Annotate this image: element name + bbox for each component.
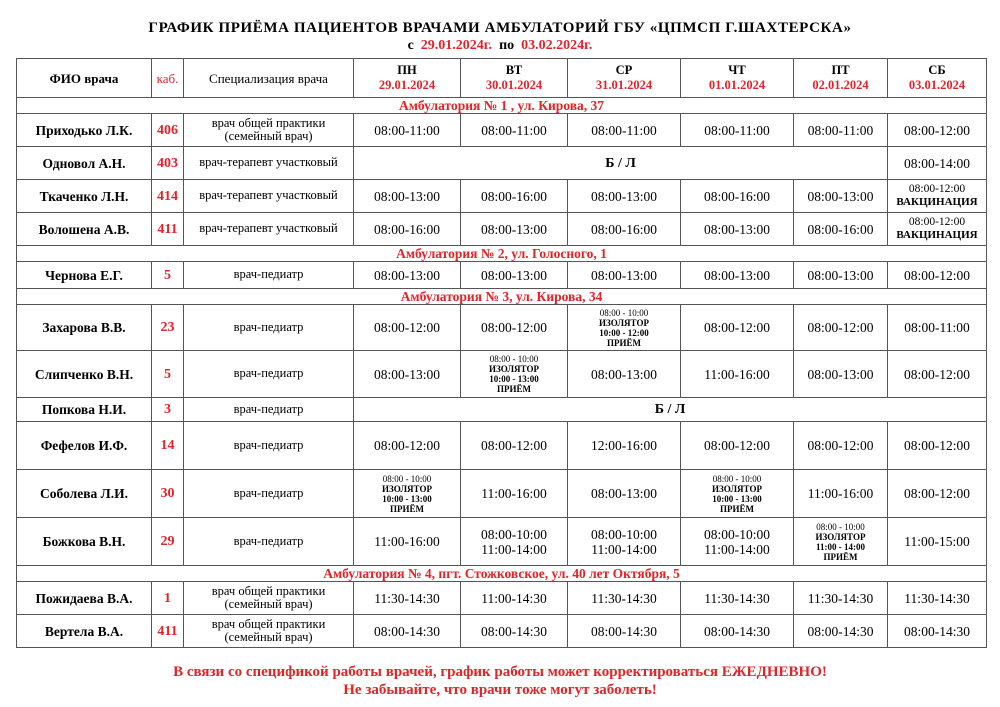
isolator-cell	[354, 470, 461, 518]
section-title: Амбулатория № 2, ул. Голосного, 1	[17, 246, 987, 262]
schedule-cell: 11:30-14:30	[794, 582, 888, 615]
schedule-cell: 11:30-14:30	[681, 582, 794, 615]
table-row	[17, 398, 987, 422]
schedule-cell: 08:00-14:30	[461, 615, 568, 648]
section-title: Амбулатория № 3, ул. Кирова, 34	[17, 289, 987, 305]
cabinet-number: 30	[152, 470, 184, 518]
schedule-cell: 08:00-16:00	[794, 213, 888, 246]
schedule-cell: 08:00-14:00	[888, 147, 987, 180]
header-row	[17, 59, 987, 98]
day-name: СР	[615, 63, 633, 77]
cabinet-number: 5	[152, 351, 184, 398]
isolator-time: 08:00 - 10:00	[382, 473, 432, 484]
schedule-cell: 08:00-12:00	[888, 114, 987, 147]
doctor-name: Фефелов И.Ф.	[17, 422, 152, 470]
vaccination-cell	[888, 180, 987, 213]
isolator-time: 08:00 - 10:00	[816, 521, 865, 532]
schedule-cell: 08:00-13:00	[568, 351, 681, 398]
schedule-cell: 11:00-16:00	[354, 518, 461, 566]
doctor-name: Волошена А.В.	[17, 213, 152, 246]
table-row	[17, 422, 987, 470]
time-slot: 11:00-14:00	[591, 541, 657, 557]
table-row	[17, 180, 987, 213]
schedule-cell: 08:00-13:00	[568, 180, 681, 213]
vaccination-label: ВАКЦИНАЦИЯ	[896, 196, 978, 208]
section-title: Амбулатория № 4, пгт. Стожковское, ул. 40 лет Октября, 5	[17, 566, 987, 582]
schedule-cell: 12:00-16:00	[568, 422, 681, 470]
isolator-cell	[568, 305, 681, 351]
specialization: врач-терапевт участковый	[184, 180, 354, 213]
schedule-cell: 08:00-11:00	[681, 114, 794, 147]
day-name: СБ	[928, 63, 946, 77]
cabinet-number: 23	[152, 305, 184, 351]
table-row	[17, 470, 987, 518]
period-to-label: по	[499, 38, 515, 53]
cabinet-number: 5	[152, 262, 184, 289]
doctor-name: Соболева Л.И.	[17, 470, 152, 518]
period-to-date: 03.02.2024г.	[521, 38, 593, 53]
reception-time: 11:00 - 14:00	[816, 541, 865, 552]
sick-leave-cell: Б / Л	[354, 398, 987, 422]
day-name: ВТ	[505, 63, 523, 77]
col-header-wed	[568, 59, 681, 98]
doctor-name: Ткаченко Л.Н.	[17, 180, 152, 213]
section-title: Амбулатория № 1 , ул. Кирова, 37	[17, 98, 987, 114]
doctor-name: Чернова Е.Г.	[17, 262, 152, 289]
col-header-thu	[681, 59, 794, 98]
day-date: 31.01.2024	[595, 78, 653, 92]
schedule-cell: 08:00-13:00	[794, 351, 888, 398]
reception-label: ПРИЁМ	[720, 503, 754, 514]
col-header-fio: ФИО врача	[17, 59, 152, 98]
schedule-cell: 08:00-13:00	[461, 262, 568, 289]
schedule-cell: 11:30-14:30	[888, 582, 987, 615]
period-from-date: 29.01.2024г.	[420, 38, 493, 53]
table-row	[17, 114, 987, 147]
cabinet-number: 29	[152, 518, 184, 566]
schedule-cell: 08:00-11:00	[888, 305, 987, 351]
doctor-name: Пожидаева В.А.	[17, 582, 152, 615]
doctor-name: Слипченко В.Н.	[17, 351, 152, 398]
schedule-cell: 11:00-15:00	[888, 518, 987, 566]
schedule-cell: 08:00-12:00	[794, 305, 888, 351]
schedule-cell: 08:00-12:00	[794, 422, 888, 470]
schedule-cell: 08:00-11:00	[568, 114, 681, 147]
reception-label: ПРИЁМ	[497, 384, 531, 394]
section-row	[17, 566, 987, 582]
day-date: 02.01.2024	[812, 78, 869, 92]
schedule-cell: 11:30-14:30	[568, 582, 681, 615]
schedule-cell: 11:00-16:00	[681, 351, 794, 398]
schedule-cell: 08:00-12:00	[888, 262, 987, 289]
day-date: 01.01.2024	[708, 78, 766, 92]
schedule-cell-split	[681, 518, 794, 566]
schedule-cell: 08:00-13:00	[354, 351, 461, 398]
schedule-cell: 08:00-12:00	[461, 422, 568, 470]
col-header-fri	[794, 59, 888, 98]
schedule-cell: 11:00-16:00	[794, 470, 888, 518]
time-slot: 08:00-10:00	[481, 526, 547, 542]
schedule-table	[16, 58, 987, 648]
isolator-time: 08:00 - 10:00	[599, 307, 649, 318]
schedule-cell: 08:00-12:00	[354, 305, 461, 351]
cabinet-number: 411	[152, 615, 184, 648]
specialization: врач общей практики (семейный врач)	[184, 615, 354, 648]
col-header-tue	[461, 59, 568, 98]
col-header-mon	[354, 59, 461, 98]
schedule-cell-split	[568, 518, 681, 566]
vaccination-time: 08:00-12:00	[908, 216, 966, 228]
specialization: врач-педиатр	[184, 351, 354, 398]
table-row	[17, 305, 987, 351]
table-row	[17, 262, 987, 289]
vaccination-time: 08:00-12:00	[908, 183, 966, 195]
notice-line-1: В связи со спецификой работы врачей, график работы может корректироваться ЕЖЕДНЕВНО!	[173, 664, 827, 680]
schedule-cell: 08:00-11:00	[354, 114, 461, 147]
specialization: врач-педиатр	[184, 305, 354, 351]
vaccination-label: ВАКЦИНАЦИЯ	[896, 229, 978, 241]
isolator-cell	[794, 518, 888, 566]
specialization: врач-педиатр	[184, 398, 354, 422]
schedule-cell: 08:00-14:30	[681, 615, 794, 648]
doctor-name: Приходько Л.К.	[17, 114, 152, 147]
schedule-cell-split	[461, 518, 568, 566]
schedule-cell: 08:00-12:00	[354, 422, 461, 470]
cabinet-number: 403	[152, 147, 184, 180]
notice-line-2: Не забывайте, что врачи тоже могут заболеть!	[343, 682, 657, 698]
time-slot: 08:00-10:00	[591, 526, 657, 542]
cabinet-number: 1	[152, 582, 184, 615]
schedule-cell: 11:00-16:00	[461, 470, 568, 518]
schedule-cell: 08:00-13:00	[794, 180, 888, 213]
reception-time: 10:00 - 13:00	[489, 374, 539, 384]
schedule-cell: 08:00-12:00	[888, 470, 987, 518]
cabinet-number: 406	[152, 114, 184, 147]
cabinet-number: 414	[152, 180, 184, 213]
schedule-cell: 08:00-13:00	[354, 262, 461, 289]
schedule-cell: 08:00-12:00	[461, 305, 568, 351]
doctor-name: Захарова В.В.	[17, 305, 152, 351]
schedule-cell: 11:00-14:30	[461, 582, 568, 615]
day-date: 03.01.2024	[908, 78, 966, 92]
schedule-cell: 08:00-13:00	[681, 213, 794, 246]
isolator-label: ИЗОЛЯТОР	[382, 483, 432, 494]
doctor-name: Одновол А.Н.	[17, 147, 152, 180]
doctor-name: Попкова Н.И.	[17, 398, 152, 422]
schedule-cell: 08:00-12:00	[681, 422, 794, 470]
reception-time: 10:00 - 13:00	[712, 493, 762, 504]
period-subtitle	[0, 38, 1000, 54]
day-date: 29.01.2024	[378, 78, 436, 92]
reception-time: 10:00 - 12:00	[599, 327, 649, 338]
specialization: врач общей практики (семейный врач)	[184, 114, 354, 147]
schedule-cell: 08:00-11:00	[794, 114, 888, 147]
schedule-cell: 08:00-16:00	[461, 180, 568, 213]
isolator-time: 08:00 - 10:00	[489, 354, 539, 364]
period-from-label: с	[407, 38, 414, 53]
cabinet-number: 14	[152, 422, 184, 470]
specialization: врач-педиатр	[184, 518, 354, 566]
col-header-kab: каб.	[152, 59, 184, 98]
page-title: ГРАФИК ПРИЁМА ПАЦИЕНТОВ ВРАЧАМИ АМБУЛАТОРИЙ ГБУ «ЦПМСП Г.ШАХТЕРСКА»	[148, 20, 852, 36]
day-name: ПТ	[831, 63, 850, 77]
isolator-cell	[681, 470, 794, 518]
schedule-cell: 08:00-16:00	[354, 213, 461, 246]
schedule-cell: 08:00-16:00	[568, 213, 681, 246]
section-row	[17, 289, 987, 305]
schedule-cell: 08:00-16:00	[681, 180, 794, 213]
section-row	[17, 98, 987, 114]
specialization: врач-терапевт участковый	[184, 213, 354, 246]
cabinet-number: 411	[152, 213, 184, 246]
schedule-cell: 08:00-12:00	[681, 305, 794, 351]
schedule-cell: 08:00-14:30	[794, 615, 888, 648]
isolator-time: 08:00 - 10:00	[712, 473, 762, 484]
col-header-sat	[888, 59, 987, 98]
time-slot: 11:00-14:00	[481, 541, 547, 557]
doctor-name: Вертела В.А.	[17, 615, 152, 648]
isolator-label: ИЗОЛЯТОР	[489, 364, 539, 374]
schedule-cell: 08:00-13:00	[794, 262, 888, 289]
reception-label: ПРИЁМ	[607, 337, 641, 348]
specialization: врач-терапевт участковый	[184, 147, 354, 180]
time-slot: 08:00-10:00	[704, 526, 770, 542]
day-name: ЧТ	[728, 63, 746, 77]
schedule-cell: 08:00-12:00	[888, 351, 987, 398]
doctor-name: Божкова В.Н.	[17, 518, 152, 566]
time-slot: 11:00-14:00	[704, 541, 770, 557]
specialization: врач-педиатр	[184, 470, 354, 518]
day-date: 30.01.2024	[485, 78, 543, 92]
table-row	[17, 213, 987, 246]
table-row	[17, 582, 987, 615]
vaccination-cell	[888, 213, 987, 246]
table-row	[17, 351, 987, 398]
reception-label: ПРИЁМ	[823, 551, 858, 562]
isolator-label: ИЗОЛЯТОР	[599, 317, 649, 328]
isolator-cell	[461, 351, 568, 398]
table-row	[17, 147, 987, 180]
section-row	[17, 246, 987, 262]
cabinet-number: 3	[152, 398, 184, 422]
table-row	[17, 615, 987, 648]
schedule-cell: 08:00-14:30	[354, 615, 461, 648]
schedule-cell: 08:00-12:00	[888, 422, 987, 470]
schedule-cell: 08:00-13:00	[568, 470, 681, 518]
schedule-cell: 08:00-13:00	[568, 262, 681, 289]
specialization: врач общей практики (семейный врач)	[184, 582, 354, 615]
schedule-cell: 08:00-14:30	[888, 615, 987, 648]
table-row	[17, 518, 987, 566]
col-header-spec: Специализация врача	[184, 59, 354, 98]
reception-label: ПРИЁМ	[390, 503, 424, 514]
schedule-cell: 08:00-11:00	[461, 114, 568, 147]
specialization: врач-педиатр	[184, 422, 354, 470]
isolator-label: ИЗОЛЯТОР	[815, 531, 866, 542]
sick-leave-cell: Б / Л	[354, 147, 888, 180]
reception-time: 10:00 - 13:00	[382, 493, 432, 504]
schedule-cell: 08:00-14:30	[568, 615, 681, 648]
schedule-cell: 08:00-13:00	[461, 213, 568, 246]
schedule-cell: 08:00-13:00	[354, 180, 461, 213]
isolator-label: ИЗОЛЯТОР	[712, 483, 762, 494]
day-name: ПН	[397, 63, 417, 77]
schedule-cell: 08:00-13:00	[681, 262, 794, 289]
specialization: врач-педиатр	[184, 262, 354, 289]
schedule-cell: 11:30-14:30	[354, 582, 461, 615]
